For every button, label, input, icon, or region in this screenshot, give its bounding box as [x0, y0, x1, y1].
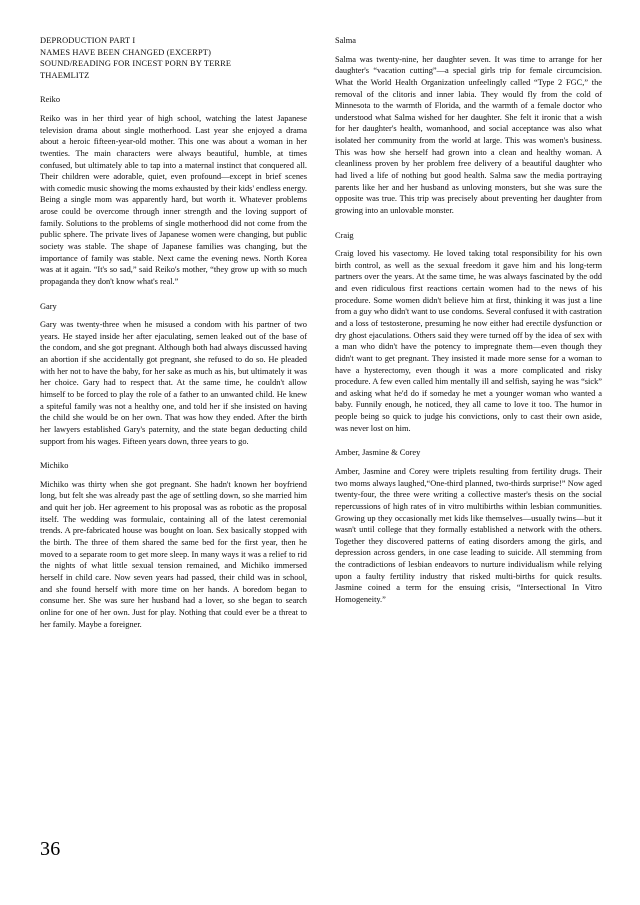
paragraph-reiko: Reiko was in her third year of high school, watching the latest Japanese television drama about single motherhood. Last year she enjoyed a drama about a heroic fifteen-year-old mother. This one was about a woman in her twenties. The main characters were always beautiful, humble, at times confused, but ultimately able to tap into a maternal instinct that conquered all. Their children were adorable, quiet, even profound—except in brief scenes with comedic music showing the moms exhausted by their kids' endless energy. Being a single mom was apparently hard, but worth it. Whatever problems arose could be overcome through inner strength and the loving support of family. Solutions to the problems of single motherhood did not come from the public sphere. The private lives of Japanese women were changing, but public society was stable. The shape of Japanese families was changing, but the importance of family was stable. Next came the evening news. North Korea was at it again. “It's so sad,” said Reiko's mother, “they grow up with so much propaganda they don't know what's real.”	[40, 113, 307, 286]
document-title	[40, 35, 307, 81]
section-heading-amber-jasmine-corey: Amber, Jasmine & Corey	[335, 448, 421, 458]
two-column-layout	[40, 35, 602, 637]
left-column	[40, 35, 307, 637]
title-line-4: THAEMLITZ	[40, 70, 90, 80]
page-number: 36	[40, 838, 61, 860]
section-heading-reiko: Reiko	[40, 95, 61, 105]
section-heading-craig: Craig	[335, 230, 354, 240]
title-line-1: DEPRODUCTION PART I	[40, 36, 136, 45]
paragraph-amber-jasmine-corey: Amber, Jasmine and Corey were triplets resulting from fertility drugs. Their two moms always laughed,“One-third planned, two-thirds surprise!” Now aged twenty-four, the three were writing a collective master's thesis on the social repercussions of high rates of in vitro multibirths within lesbian communities. Growing up they occasionally met kids like themselves—usually twins—but it wasn't until college that they formally established a network with the others. Together they discovered patterns of eating disorders among the girls, and depression across genders, in one case leading to suicide. All stemming from the contradictions of lesbian endeavors to nurture individualism while relying upon a faulty fertility industry that risked multi-births for quick results. Jasmine coined a term for the ensuing crisis, “Intersectional In Vitro Homogeneity.”	[335, 467, 602, 605]
section-heading-salma: Salma	[335, 36, 356, 45]
paragraph-salma: Salma was twenty-nine, her daughter seven. It was time to arrange for her daughter's “vacation cutting”—a special girls trip for female circumcision. What the World Health Organization unfeelingly called “Type 2 FGC,” the removal of the clitoris and inner labia. They would fly from the cold of Minnesota to the warmth of Florida, and the warmth of a female doctor who understood what Salma wished for her daughter. She felt it ironic that a wish for her daughter's health, womanhood, and social acceptance was also what isolated her community from the world at large. This was women's business. This was how she herself had grown into a clean and healthy woman. A cleanliness proven by her problem free delivery of a beautiful daughter who had lived a life of nothing but good health. Salma saw the media portraying parents like her and her husband as unloving monsters, but she was sure the opposite was true. This trip was precisely about preventing her daughter from growing into an unlovable monster.	[335, 54, 602, 215]
title-line-2: NAMES HAVE BEEN CHANGED (EXCERPT)	[40, 47, 212, 57]
paragraph-gary: Gary was twenty-three when he misused a condom with his partner of two years. He stayed inside her after ejaculating, semen leaked out of the base of the condom, and she got pregnant. Although both had always discussed having an abortion if she accidentally got pregnant, she refused to do so. He pleaded with her not to have the baby, for her sake as much as his, but ultimately it was her choice. Gary had to respect that. At the same time, he couldn't allow himself to be forced to play the role of a father to an unwanted child. He knew a spiteful family was not a healthy one, and told her if she insisted on having the child she would be on her own. That was how they ended. After the birth her lawyers established Gary's paternity, and the state began deducting child support from his wages. Fifteen years down, three years to go.	[40, 320, 307, 446]
section-heading-michiko: Michiko	[40, 461, 69, 471]
right-column	[335, 35, 602, 637]
section-heading-gary: Gary	[40, 301, 57, 311]
paragraph-michiko: Michiko was thirty when she got pregnant. She hadn't known her boyfriend long, but felt she was already past the age of settling down, so she married him and quit her job. Her agreement to his proposal was as robotic as the proposal itself. The wedding was formulaic, containing all of the latest ceremonial trends. A pre-fabricated house was bought on loan. Sex basically stopped with the birth. The three of them shared the same bed for the first year, then he moved to a separate room to get more sleep. In many ways it was a relief to rid the nights of what little sexual tension remained, and Michiko immersed herself in child care. Now seven years had passed, their child was in school, and she found herself with more time on her hands. A boredom began to consume her. She was sure her husband had a lover, so she began to search online for one of her own. Just for play. Nothing that could ever be a threat to her family. Maybe a foreigner.	[40, 479, 307, 629]
paragraph-craig: Craig loved his vasectomy. He loved taking total responsibility for his own birth control, as well as the sexual freedom it gave him and his long-term partners over the years. At the same time, he was always fascinated by the odd and even ridiculous first reactions certain women had to the news of his procedure. Some women didn't believe him at first, thinking it was just a line from a guy who didn't want to use condoms. Several confused it with castration and a loss of testosterone, presuming he now either had erectile dysfunction or dry ghost ejaculations. Others said they were turned off by the idea of sex with a man who didn't have the potency to impregnate them—even though they didn't want to get pregnant. They insisted it made more sense for a woman to have a hysterectomy, even though it was a more complicated and risky procedure. A few even called him mentally ill and selfish, saying he was “sick” and asking what he'd do if someday he met a younger woman who wanted a baby. Funnily enough, he noticed, they all came to love it too. The humor in people being so quick to judge his convictions, only to cast their own aside, was never lost on him.	[335, 249, 602, 433]
title-line-3: SOUND/READING FOR INCEST PORN BY TERRE	[40, 59, 232, 69]
